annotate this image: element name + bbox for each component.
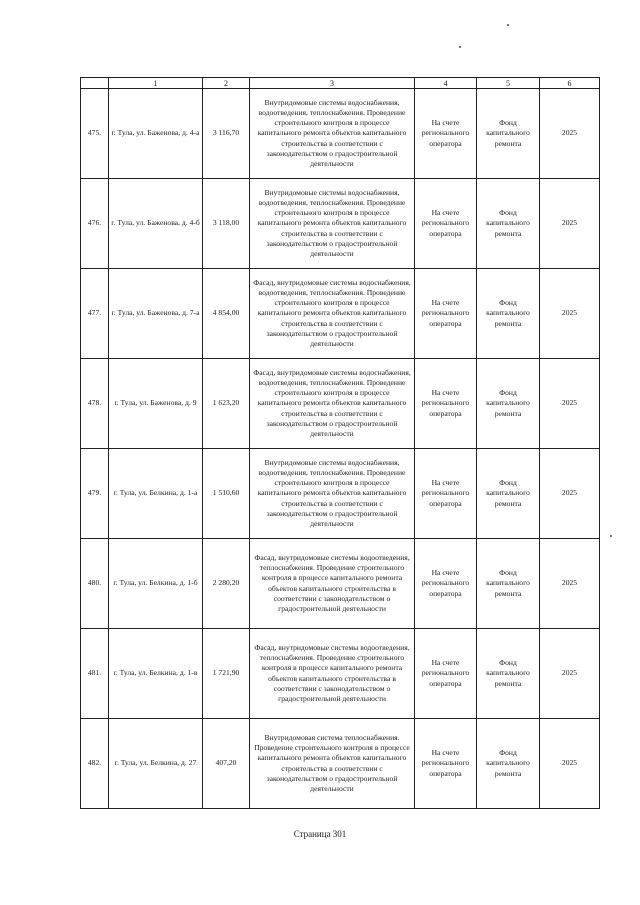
row-address: г. Тула, ул. Баженова, д. 9 <box>109 359 203 449</box>
row-funding-method: На счете регионального оператора <box>415 359 477 449</box>
table-row <box>81 629 600 719</box>
row-works: Фасад, внутридомовые системы водоснабжения, водоотведения, теплоснабжения. Проведение строительного контроля в процессе капитального ремонта объектов капитального строительства в соответствии с законодательством о градостроительной деятельности <box>250 359 415 449</box>
row-funding-method: На счете регионального оператора <box>415 89 477 179</box>
row-address: г. Тула, ул. Белкина, д. 1-а <box>109 449 203 539</box>
row-year: 2025 <box>540 449 600 539</box>
scan-speck <box>507 24 509 26</box>
row-number: 475. <box>81 89 109 179</box>
row-year: 2025 <box>540 179 600 269</box>
row-number: 476. <box>81 179 109 269</box>
row-works: Внутридомовые системы водоснабжения, водоотведения, теплоснабжения. Проведение строительного контроля в процессе капитального ремонта объектов капитального строительства в соответствии с законодательством о градостроительной деятельности <box>250 89 415 179</box>
scan-speck <box>459 46 461 48</box>
row-funding-method: На счете регионального оператора <box>415 269 477 359</box>
row-area: 1 721,90 <box>203 629 250 719</box>
page-number: Страница 301 <box>293 829 347 839</box>
repair-schedule-table <box>80 77 600 809</box>
row-year: 2025 <box>540 359 600 449</box>
header-cell: 6 <box>540 78 600 89</box>
table-row <box>81 269 600 359</box>
row-year: 2025 <box>540 629 600 719</box>
row-number: 478. <box>81 359 109 449</box>
row-area: 3 116,70 <box>203 89 250 179</box>
header-cell: 3 <box>250 78 415 89</box>
row-number: 482. <box>81 719 109 809</box>
row-funding-source: Фонд капитального ремонта <box>477 269 540 359</box>
row-address: г. Тула, ул. Белкина, д. 1-б <box>109 539 203 629</box>
row-year: 2025 <box>540 269 600 359</box>
row-funding-source: Фонд капитального ремонта <box>477 179 540 269</box>
row-number: 480. <box>81 539 109 629</box>
row-year: 2025 <box>540 539 600 629</box>
row-funding-source: Фонд капитального ремонта <box>477 359 540 449</box>
row-number: 477. <box>81 269 109 359</box>
column-number-header <box>81 78 600 89</box>
row-year: 2025 <box>540 89 600 179</box>
row-number: 479. <box>81 449 109 539</box>
row-area: 1 623,20 <box>203 359 250 449</box>
row-works: Фасад, внутридомовые системы водоснабжения, водоотведения, теплоснабжения. Проведение строительного контроля в процессе капитального ремонта объектов капитального строительства в соответствии с законодательством о градостроительной деятельности <box>250 269 415 359</box>
row-year: 2025 <box>540 719 600 809</box>
row-works: Внутридомовые системы водоснабжения, водоотведения, теплоснабжения. Проведение строительного контроля в процессе капитального ремонта объектов капитального строительства в соответствии с законодательством о градостроительной деятельности <box>250 179 415 269</box>
row-funding-method: На счете регионального оператора <box>415 539 477 629</box>
row-funding-method: На счете регионального оператора <box>415 449 477 539</box>
row-funding-source: Фонд капитального ремонта <box>477 539 540 629</box>
row-area: 1 510,60 <box>203 449 250 539</box>
row-address: г. Тула, ул. Белкина, д. 1-в <box>109 629 203 719</box>
row-address: г. Тула, ул. Баженова, д. 4-а <box>109 89 203 179</box>
table-row <box>81 719 600 809</box>
row-area: 2 280,20 <box>203 539 250 629</box>
row-funding-source: Фонд капитального ремонта <box>477 449 540 539</box>
header-cell: 2 <box>203 78 250 89</box>
row-funding-method: На счете регионального оператора <box>415 629 477 719</box>
header-cell: 1 <box>109 78 203 89</box>
header-cell-blank <box>81 78 109 89</box>
table-row <box>81 449 600 539</box>
table-row <box>81 539 600 629</box>
row-area: 3 118,00 <box>203 179 250 269</box>
row-address: г. Тула, ул. Баженова, д. 4-б <box>109 179 203 269</box>
table-row <box>81 359 600 449</box>
table-row <box>81 179 600 269</box>
header-cell: 4 <box>415 78 477 89</box>
row-area: 4 854,00 <box>203 269 250 359</box>
row-address: г. Тула, ул. Белкина, д. 27 <box>109 719 203 809</box>
row-funding-method: На счете регионального оператора <box>415 719 477 809</box>
row-works: Фасад, внутридомовые системы водоотведения, теплоснабжения. Проведение строительного контроля в процессе капитального ремонта объектов капитального строительства в соответствии с законодательством о градостроительной деятельности <box>250 539 415 629</box>
row-funding-source: Фонд капитального ремонта <box>477 629 540 719</box>
row-area: 407,20 <box>203 719 250 809</box>
row-number: 481. <box>81 629 109 719</box>
row-works: Внутридомовая система теплоснабжения. Проведение строительного контроля в процессе капитального ремонта объектов капитального строительства в соответствии с законодательством о градостроительной деятельности <box>250 719 415 809</box>
row-works: Внутридомовые системы водоснабжения, водоотведения, теплоснабжения. Проведение строительного контроля в процессе капитального ремонта объектов капитального строительства в соответствии с законодательством о градостроительной деятельности <box>250 449 415 539</box>
row-address: г. Тула, ул. Баженова, д. 7-а <box>109 269 203 359</box>
row-funding-source: Фонд капитального ремонта <box>477 719 540 809</box>
table-body <box>81 78 600 809</box>
header-cell: 5 <box>477 78 540 89</box>
row-funding-method: На счете регионального оператора <box>415 179 477 269</box>
table-row <box>81 89 600 179</box>
row-works: Фасад, внутридомовые системы водоотведения, теплоснабжения. Проведение строительного контроля в процессе капитального ремонта объектов капитального строительства в соответствии с законодательством о градостроительной деятельности <box>250 629 415 719</box>
row-funding-source: Фонд капитального ремонта <box>477 89 540 179</box>
scan-speck <box>610 535 612 537</box>
